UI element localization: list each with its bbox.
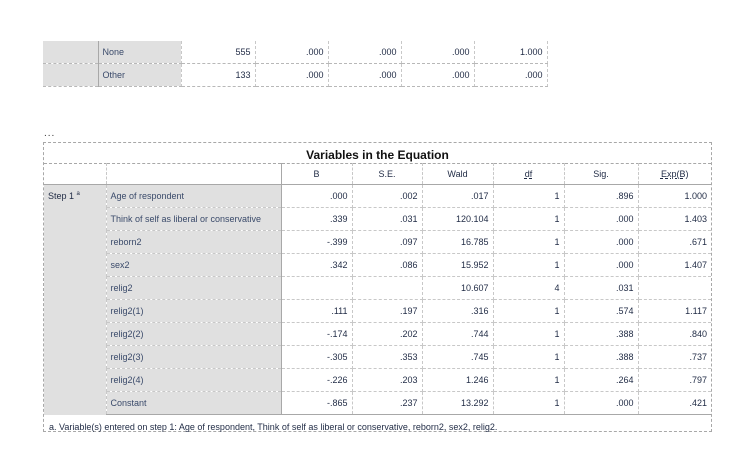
variable-label: relig2(2) — [106, 323, 281, 346]
header-b: B — [281, 164, 352, 185]
cell-value: 1.000 — [474, 41, 547, 64]
table-row — [44, 323, 711, 346]
cell-value: .000 — [401, 64, 474, 87]
cell-value: .000 — [401, 41, 474, 64]
cell-expb: 1.403 — [638, 208, 711, 231]
cell-se: .353 — [352, 346, 422, 369]
cell-se: .097 — [352, 231, 422, 254]
cell-df: 1 — [493, 185, 564, 208]
table-row — [44, 392, 711, 415]
cell-b: -.865 — [281, 392, 352, 415]
cell-sig: .388 — [564, 346, 638, 369]
table-title: Variables in the Equation — [306, 148, 449, 162]
variable-label: sex2 — [106, 254, 281, 277]
cell-se — [352, 277, 422, 300]
header-sig: Sig. — [564, 164, 638, 185]
cell-wald: 13.292 — [422, 392, 493, 415]
ellipsis-marker: ... — [44, 128, 56, 139]
cell-df: 1 — [493, 254, 564, 277]
cell-value: 555 — [181, 41, 255, 64]
header-blank — [44, 164, 106, 185]
cell-value: 133 — [181, 64, 255, 87]
cell-df: 1 — [493, 300, 564, 323]
variable-label: Think of self as liberal or conservative — [106, 208, 281, 231]
cell-wald: .745 — [422, 346, 493, 369]
variable-label: reborn2 — [106, 231, 281, 254]
cell-b: -.305 — [281, 346, 352, 369]
table-footnote: a. Variable(s) entered on step 1: Age of respondent, Think of self as liberal or conservative, reborn2, sex2, relig2. — [49, 422, 498, 432]
row-group-cell — [43, 41, 98, 64]
table-row — [44, 231, 711, 254]
row-label: Other — [98, 64, 181, 87]
cell-b — [281, 277, 352, 300]
variable-label: relig2(3) — [106, 346, 281, 369]
variables-in-equation-table — [43, 142, 712, 432]
cell-df: 1 — [493, 231, 564, 254]
cell-value: .000 — [255, 41, 328, 64]
table-row — [44, 208, 711, 231]
cell-df: 4 — [493, 277, 564, 300]
cell-sig: .031 — [564, 277, 638, 300]
cell-b: .339 — [281, 208, 352, 231]
row-group-cell — [43, 64, 98, 87]
cell-se: .203 — [352, 369, 422, 392]
coefficients-table — [44, 163, 711, 415]
variable-label: relig2(4) — [106, 369, 281, 392]
cell-sig: .000 — [564, 208, 638, 231]
cell-b: .111 — [281, 300, 352, 323]
cell-df: 1 — [493, 208, 564, 231]
cell-expb: 1.000 — [638, 185, 711, 208]
cell-wald: 10.607 — [422, 277, 493, 300]
cell-se: .237 — [352, 392, 422, 415]
cell-df: 1 — [493, 392, 564, 415]
cell-expb: .737 — [638, 346, 711, 369]
cell-se: .002 — [352, 185, 422, 208]
cell-sig: .896 — [564, 185, 638, 208]
variable-label: relig2 — [106, 277, 281, 300]
table-row — [43, 41, 547, 64]
cell-sig: .264 — [564, 369, 638, 392]
cell-value: .000 — [328, 41, 401, 64]
header-expb: Exp(B) — [638, 164, 711, 185]
cell-expb: 1.117 — [638, 300, 711, 323]
cell-df: 1 — [493, 369, 564, 392]
step-text: Step 1 — [48, 191, 75, 201]
cell-b: -.226 — [281, 369, 352, 392]
cell-expb: 1.407 — [638, 254, 711, 277]
cell-value: .000 — [474, 64, 547, 87]
variable-label: Age of respondent — [106, 185, 281, 208]
cell-wald: 15.952 — [422, 254, 493, 277]
cell-sig: .574 — [564, 300, 638, 323]
cell-b: -.174 — [281, 323, 352, 346]
cell-se: .202 — [352, 323, 422, 346]
cell-wald: 16.785 — [422, 231, 493, 254]
cell-se: .197 — [352, 300, 422, 323]
variable-label: relig2(1) — [106, 300, 281, 323]
classification-table-fragment — [43, 41, 548, 87]
cell-df: 1 — [493, 323, 564, 346]
table-row — [44, 254, 711, 277]
table-row — [44, 300, 711, 323]
row-label: None — [98, 41, 181, 64]
cell-sig: .000 — [564, 254, 638, 277]
cell-sig: .000 — [564, 231, 638, 254]
table-row — [43, 64, 547, 87]
header-se: S.E. — [352, 164, 422, 185]
cell-b: -.399 — [281, 231, 352, 254]
cell-sig: .000 — [564, 392, 638, 415]
cell-expb: .797 — [638, 369, 711, 392]
cell-b: .342 — [281, 254, 352, 277]
cell-expb — [638, 277, 711, 300]
step-footnote-marker: a — [76, 191, 80, 197]
header-row — [44, 164, 711, 185]
table-row — [44, 185, 711, 208]
variable-label: Constant — [106, 392, 281, 415]
step-label — [44, 185, 106, 415]
cell-se: .031 — [352, 208, 422, 231]
cell-df: 1 — [493, 346, 564, 369]
cell-wald: .744 — [422, 323, 493, 346]
cell-wald: 1.246 — [422, 369, 493, 392]
cell-sig: .388 — [564, 323, 638, 346]
cell-wald: .316 — [422, 300, 493, 323]
cell-wald: .017 — [422, 185, 493, 208]
header-wald: Wald — [422, 164, 493, 185]
table-row — [44, 346, 711, 369]
cell-expb: .671 — [638, 231, 711, 254]
cell-value: .000 — [255, 64, 328, 87]
header-df: df — [493, 164, 564, 185]
cell-value: .000 — [328, 64, 401, 87]
cell-b: .000 — [281, 185, 352, 208]
header-blank — [106, 164, 281, 185]
cell-expb: .421 — [638, 392, 711, 415]
cell-se: .086 — [352, 254, 422, 277]
cell-expb: .840 — [638, 323, 711, 346]
cell-wald: 120.104 — [422, 208, 493, 231]
table-row — [44, 369, 711, 392]
table-row — [44, 277, 711, 300]
